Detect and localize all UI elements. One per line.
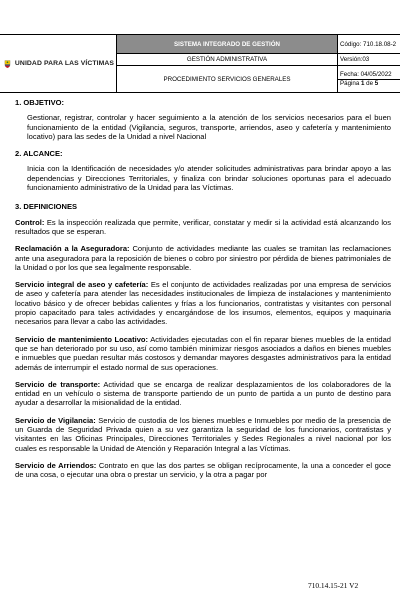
logo-text: UNIDAD PARA LAS VÍCTIMAS [14, 60, 114, 67]
section-alcance-text: Inicia con la Identificación de necesidades y/o atender solicitudes administrativas para brindar apoyo a las dependencias y Direcciones Territoriales, y finaliza con brindar soluciones oportunas para el adecuado funcionamiento administrativo de la Unidad para las Víctimas. [27, 164, 391, 193]
procedure-title: PROCEDIMIENTO SERVICIOS GENERALES [117, 66, 338, 93]
document-version: Versión:03 [338, 54, 400, 66]
definition-item: Reclamación a la Aseguradora: Conjunto de actividades mediante las cuales se tramitan las reclamaciones ante una aseguradora para la reposición de bienes o cobro por siniestro por pérdida de bienes patrimoniales de la Unidad o por los que sea legalmente responsable. [15, 244, 391, 272]
page-number: Página 1 de 5 [340, 79, 379, 87]
section-objetivo-title: 1. OBJETIVO: [15, 98, 65, 107]
management-area: GESTIÓN ADMINISTRATIVA [117, 54, 338, 66]
section-objetivo-text: Gestionar, registrar, controlar y hacer seguimiento a la atención de los servicios necesarios para el buen funcionamiento de la entidad (Vigilancia, seguros, transporte, arriendos, aseo y cafetería y mantenimiento locativo) para las sedes de la Unidad a nivel Nacional [27, 113, 391, 141]
date-page-cell [338, 66, 400, 93]
section-definiciones-title: 3. DEFINICIONES [15, 202, 78, 212]
definition-item: Servicio de Vigilancia: Servicio de custodia de los bienes muebles e Inmuebles por medio de la presencia de un Guarda de Seguridad Privada quien a su vez garantiza la seguridad de los funcionarios, contratistas y visitantes en las Oficinas Principales, Direcciones Territoriales y Sedes Regionales a nivel nacional por los cuales es responsable la Unidad de Atención y Reparación Integral a las Víctimas. [15, 415, 391, 453]
system-title: SISTEMA INTEGRADO DE GESTIÓN [117, 35, 338, 54]
definition-item: Servicio de transporte: Actividad que se encarga de realizar desplazamientos de los colaboradores de la entidad en un vehículo o sistema de transporte partiendo de un punto de partida a un punto de destino para ayudar a desarrollar la misionalidad de la entidad. [15, 379, 391, 408]
definition-item: Servicio integral de aseo y cafetería: Es el conjunto de actividades realizadas por una empresa de servicios de aseo y cafetería para atender las necesidades institucionales de limpieza de instalaciones y mantenimiento locativo básico y de ofrecer bebidas calientes y frías a los funcionarios, contratistas y visitantes con personal propio capacitado para tales actividades y encargándose de los insumos, elementos, equipos y maquinaria necesarios para llevar a cabo las actividades. [15, 280, 391, 327]
logo-cell [0, 35, 117, 93]
document-code: Código: 710.18.08-2 [338, 35, 400, 54]
definition-item: Control: Es la inspección realizada que permite, verificar, constatar y medir si la actividad está alcanzando los resultados que se esperan. [15, 217, 391, 236]
definition-item: Servicio de Arriendos: Contrato en que las dos partes se obligan recíprocamente, la una a conceder el goce de una cosa, o ejecutar una obra o prestar un servicio, y la otra a pagar por [15, 460, 391, 480]
unidad-victimas-logo [2, 54, 114, 74]
definition-item: Servicio de mantenimiento Locativo: Actividades ejecutadas con el fin reparar bienes muebles de la entidad que se han deteriorado por su uso, así como también minimizar riesgos asociados a daños en bienes muebles e inmuebles que puedan resultar más costosos y demandar mayores desgastes administrativos para la entidad además de interrumpir el estado normal de sus operaciones. [15, 334, 391, 372]
document-date: Fecha: 04/05/2022 [338, 71, 400, 80]
colombia-coat-of-arms-icon [4, 54, 11, 74]
section-alcance-title: 2. ALCANCE: [15, 149, 63, 159]
footer-code: 710.14.15-21 V2 [308, 581, 359, 590]
document-body [15, 98, 391, 480]
document-header [0, 34, 400, 92]
